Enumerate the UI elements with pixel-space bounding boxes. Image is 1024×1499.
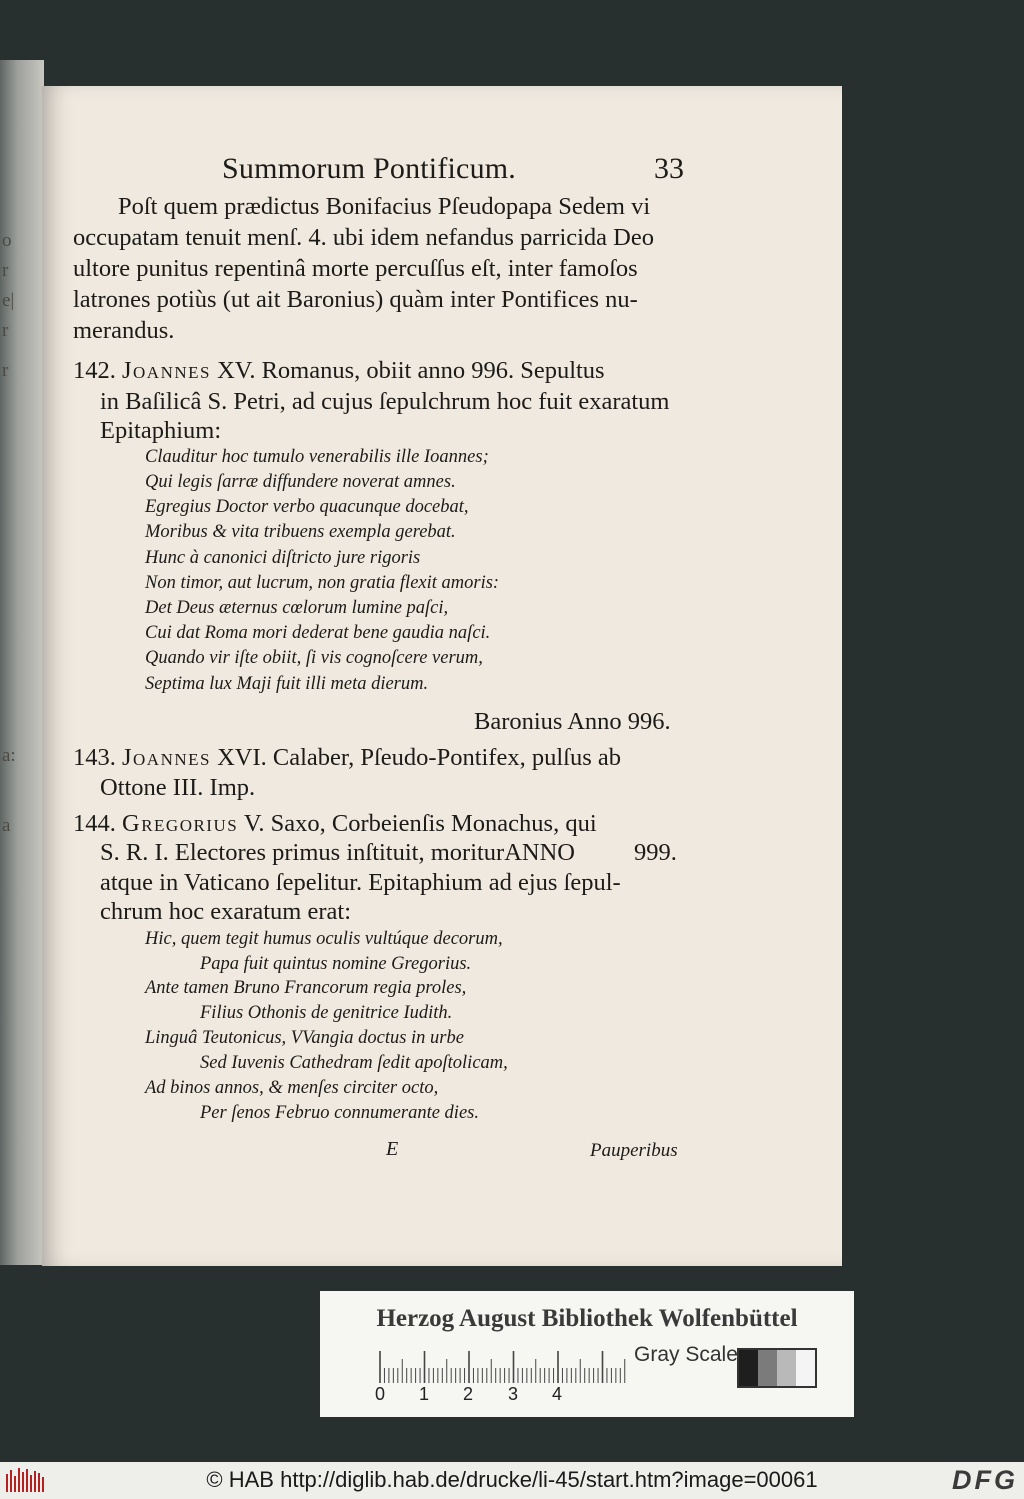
text-fragment: S. R. I. Electores primus inſtituit, moriturANNO <box>100 839 575 866</box>
edge-char: r <box>2 360 9 381</box>
viewer-footer <box>0 1462 1024 1499</box>
epitaph-line: Ante tamen Bruno Francorum regia proles, <box>145 978 467 998</box>
epitaph-line: Quando vir iſte obiit, ſi vis cognoſcere verum, <box>145 648 483 668</box>
epitaph-line: Filius Othonis de genitrice Iudith. <box>200 1003 453 1023</box>
color-target-card <box>320 1291 854 1417</box>
epitaph-line: Hic, quem tegit humus oculis vultúque decorum, <box>145 929 503 949</box>
text-line: merandus. <box>73 317 175 344</box>
ruler-number: 4 <box>552 1384 563 1404</box>
edge-char: e| <box>2 290 15 311</box>
entry-text: XVI. Calaber, Pſeudo-Pontifex, pulſus ab <box>210 744 621 771</box>
ruler-number: 0 <box>375 1384 386 1404</box>
pope-name: Gregorius <box>122 810 239 837</box>
ruler-number: 3 <box>508 1384 519 1404</box>
text-line: latrones potiùs (ut ait Baronius) quàm inter Pontifices nu- <box>73 286 638 313</box>
source-url-link[interactable]: http://diglib.hab.de/drucke/li-45/start.htm?image=00061 <box>280 1467 818 1492</box>
epitaph-line: Cui dat Roma mori dederat bene gaudia naſci. <box>145 623 491 643</box>
epitaph-line: Qui legis ſarræ diffundere noverat amnes. <box>145 472 456 492</box>
gray-scale-swatches <box>737 1348 817 1388</box>
gray-swatch <box>796 1350 815 1386</box>
footer-credit <box>0 1467 1024 1493</box>
entry-143-line <box>73 744 621 772</box>
edge-char: a: <box>2 745 16 766</box>
entry-number: 142. <box>73 357 116 384</box>
epitaph-line: Sed Iuvenis Cathedram ſedit apoſtolicam, <box>200 1053 508 1073</box>
text-line: occupatam tenuit menſ. 4. ubi idem nefandus parricida Deo <box>73 224 655 251</box>
gray-swatch <box>739 1350 758 1386</box>
text-line <box>100 839 575 867</box>
pope-name: Joannes <box>122 357 211 384</box>
epitaph-line: Ad binos annos, & menſes circiter octo, <box>145 1078 439 1098</box>
text-line: atque in Vaticano ſepelitur. Epitaphium ad ejus ſepul- <box>100 869 621 896</box>
epitaph-line: Septima lux Maji fuit illi meta dierum. <box>145 674 429 694</box>
catchword: Pauperibus <box>590 1140 678 1161</box>
edge-char: r <box>2 320 9 341</box>
running-head: Summorum Pontificum. <box>222 152 517 185</box>
entry-number: 143. <box>73 744 116 771</box>
epitaph-line: Non timor, aut lucrum, non gratia flexit amoris: <box>145 573 500 593</box>
text-line: Ottone III. Imp. <box>100 774 256 801</box>
entry-number: 144. <box>73 810 116 837</box>
entry-142-line <box>73 357 605 385</box>
gray-swatch <box>758 1350 777 1386</box>
signature-mark: E <box>386 1138 399 1160</box>
text-line: ultore punitus repentinâ morte percuſſus eſt, inter famoſos <box>73 255 638 282</box>
gray-scale-label: Gray Scale <box>634 1343 738 1366</box>
epitaph-line: Hunc à canonici diſtricto jure rigoris <box>145 548 421 568</box>
copyright-text: © HAB <box>206 1467 274 1492</box>
library-name: Herzog August Bibliothek Wolfenbüttel <box>376 1305 798 1332</box>
text-line: in Baſilicâ S. Petri, ad cujus ſepulchrum hoc fuit exaratum <box>100 388 670 415</box>
entry-144-line <box>73 810 597 838</box>
ruler-number: 2 <box>463 1384 474 1404</box>
ruler-number: 1 <box>419 1384 430 1404</box>
citation: Baronius Anno 996. <box>474 708 671 735</box>
gray-swatch <box>777 1350 796 1386</box>
epitaph-line: Papa fuit quintus nomine Gregorius. <box>200 954 472 974</box>
text-line: Poſt quem prædictus Bonifacius Pſeudopapa Sedem vi <box>118 193 651 220</box>
text-line: Epitaphium: <box>100 417 222 444</box>
epitaph-line: Clauditur hoc tumulo venerabilis ille Ioannes; <box>145 447 489 467</box>
epitaph-line: Per ſenos Februo connumerante dies. <box>200 1103 479 1123</box>
text-line: chrum hoc exaratum erat: <box>100 898 352 925</box>
page-number: 33 <box>654 152 684 185</box>
edge-char: o <box>2 230 12 251</box>
pope-name: Joannes <box>122 744 211 771</box>
dfg-logo: DFG <box>952 1465 1018 1495</box>
epitaph-line: Moribus & vita tribuens exempla gerebat. <box>145 522 456 542</box>
edge-char: r <box>2 260 9 281</box>
epitaph-line: Egregius Doctor verbo quacunque docebat, <box>145 497 469 517</box>
epitaph-line: Linguâ Teutonicus, VVangia doctus in urbe <box>145 1028 464 1048</box>
entry-text: V. Saxo, Corbeienſis Monachus, qui <box>238 810 597 837</box>
edge-char: a <box>2 815 11 836</box>
previous-leaf-edge <box>0 60 44 1265</box>
epitaph-line: Det Deus æternus cœlorum lumine paſci, <box>145 598 449 618</box>
year-999: 999. <box>634 839 677 866</box>
entry-text: XV. Romanus, obiit anno 996. Sepultus <box>210 357 605 384</box>
